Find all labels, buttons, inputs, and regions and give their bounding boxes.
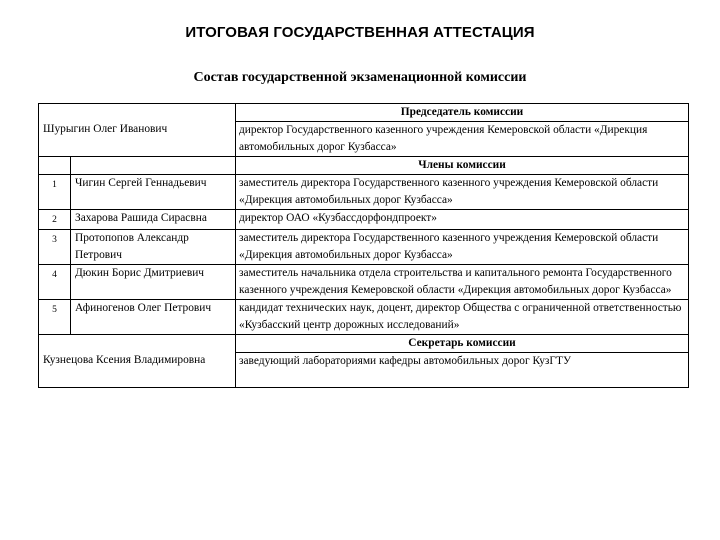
member-role: директор ОАО «Кузбассдорфондпроект» — [236, 210, 689, 230]
members-heading-row — [39, 157, 689, 175]
member-row — [39, 210, 689, 230]
chairman-row — [39, 104, 689, 122]
chairman-role: директор Государственного казенного учреждения Кемеровской области «Дирекция автомобильных дорог Кузбасса» — [236, 122, 689, 157]
members-heading: Члены комиссии — [236, 157, 689, 175]
chairman-heading: Председатель комиссии — [236, 104, 689, 122]
member-number: 5 — [39, 300, 71, 335]
member-number: 1 — [39, 175, 71, 210]
member-role: заместитель директора Государственного казенного учреждения Кемеровской области «Дирекция автомобильных дорог Кузбасса» — [236, 175, 689, 210]
member-role: заместитель начальника отдела строительства и капитального ремонта Государственного казенного учреждения Кемеровской области «Дирекция автомобильных дорог Кузбасса» — [236, 265, 689, 300]
member-row — [39, 230, 689, 265]
member-number: 3 — [39, 230, 71, 265]
member-role: кандидат технических наук, доцент, директор Общества с ограниченной ответственностью «Кузбасский центр дорожных исследований» — [236, 300, 689, 335]
secretary-role: заведующий лабораториями кафедры автомобильных дорог КузГТУ — [236, 353, 689, 388]
member-number: 2 — [39, 210, 71, 230]
member-row — [39, 300, 689, 335]
member-name: Протопопов Александр Петрович — [71, 230, 236, 265]
member-name: Чигин Сергей Геннадьевич — [71, 175, 236, 210]
commission-table — [38, 103, 689, 388]
secretary-name: Кузнецова Ксения Владимировна — [39, 335, 236, 388]
secretary-heading: Секретарь комиссии — [236, 335, 689, 353]
secretary-heading-row — [39, 335, 689, 353]
member-name: Дюкин Борис Дмитриевич — [71, 265, 236, 300]
member-row — [39, 175, 689, 210]
member-row — [39, 265, 689, 300]
member-role: заместитель директора Государственного казенного учреждения Кемеровской области «Дирекция автомобильных дорог Кузбасса» — [236, 230, 689, 265]
member-name: Захарова Рашида Сирасвна — [71, 210, 236, 230]
chairman-name: Шурыгин Олег Иванович — [39, 104, 236, 157]
member-number: 4 — [39, 265, 71, 300]
page-subtitle: Состав государственной экзаменационной комиссии — [193, 70, 527, 85]
page-title: ИТОГОВАЯ ГОСУДАРСТВЕННАЯ АТТЕСТАЦИЯ — [185, 24, 535, 41]
member-name: Афиногенов Олег Петрович — [71, 300, 236, 335]
